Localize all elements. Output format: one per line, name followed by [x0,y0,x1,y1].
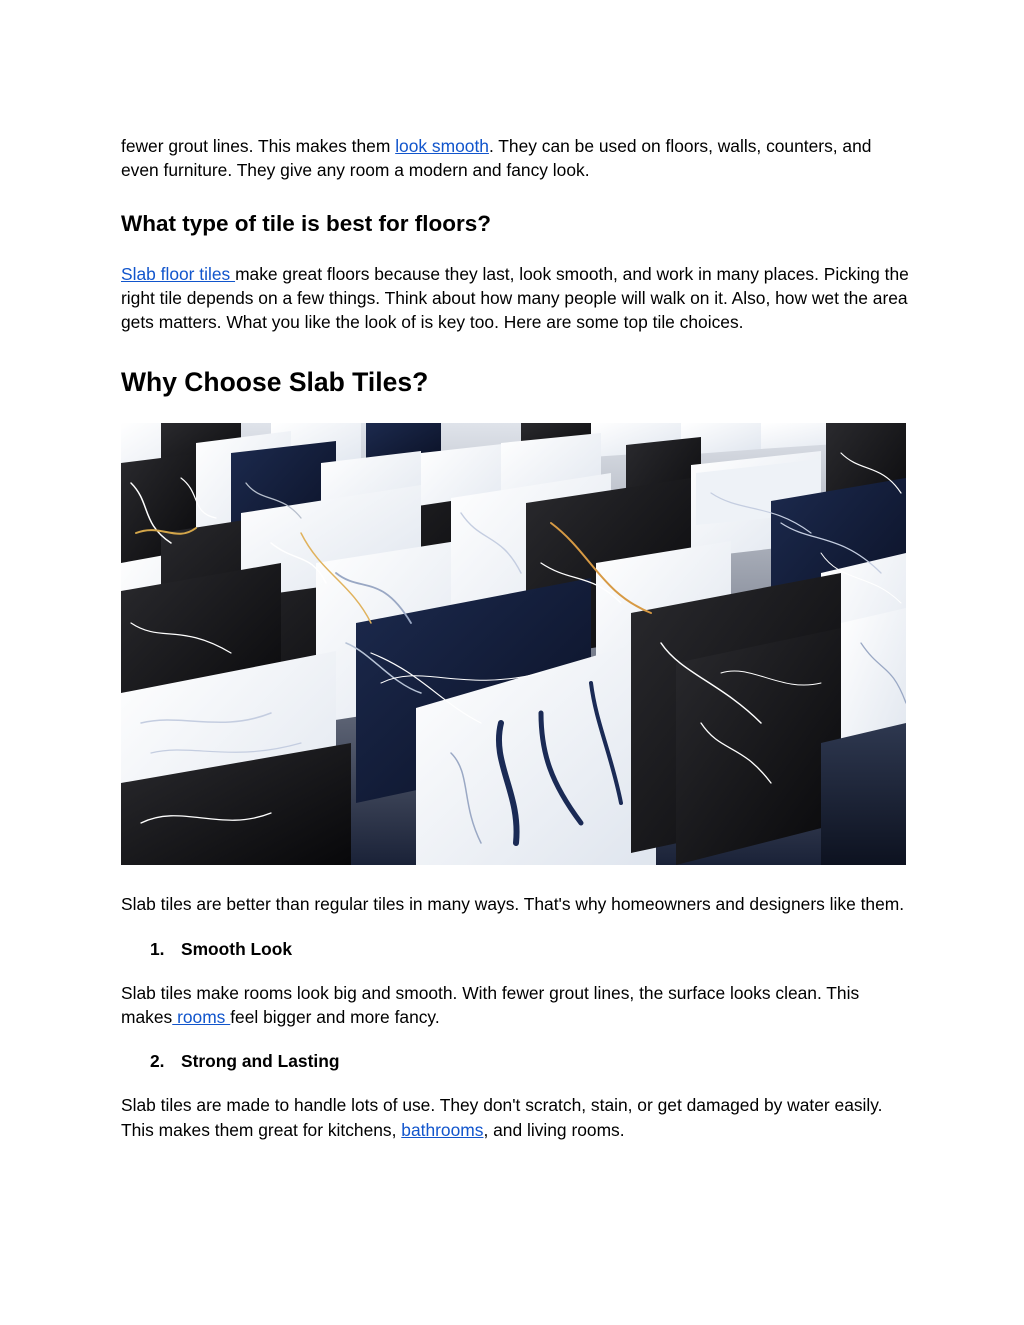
heading-why-choose-slab-tiles: Why Choose Slab Tiles? [121,367,429,398]
floor-tile-text: make great floors because they last, look smooth, and work in many places. Picking the right tile depends on a few things. Think about how many people will walk on it. Also, how wet the area gets matters. What you like the look of is key too. Here are some top tile choices. [121,263,909,333]
intro-text-end: . They can be used on floors, walls, counters, and even furniture. They give any room a modern and fancy look. [121,136,872,181]
floor-tile-paragraph [121,262,911,335]
list-item-smooth-look [121,937,911,961]
smooth-look-text-start: Slab tiles make rooms look big and smooth. With fewer grout lines, the surface looks clean. This makes [121,982,860,1028]
list-item-title: Smooth Look [181,938,293,959]
strong-lasting-text-end: , and living rooms. [483,1119,625,1140]
slab-tiles-photo [121,423,906,865]
slab-tiles-benefits-intro: Slab tiles are better than regular tiles in many ways. That's why homeowners and designers like them. [121,894,905,915]
look-smooth-link[interactable]: look smooth [395,136,489,156]
rooms-link[interactable]: rooms [172,1007,231,1028]
smooth-look-text-end: feel bigger and more fancy. [230,1007,440,1028]
list-number: 1. [150,938,165,959]
document-body [121,134,911,1142]
heading-best-floor-tile: What type of tile is best for floors? [121,210,492,236]
intro-text-start: fewer grout lines. This makes them [121,136,396,156]
bathrooms-link[interactable]: bathrooms [401,1119,484,1140]
strong-lasting-paragraph [121,1093,911,1142]
list-number: 2. [150,1051,165,1072]
list-item-strong-lasting [121,1049,911,1073]
slab-floor-tiles-link[interactable]: Slab floor tiles [121,263,236,284]
intro-paragraph [121,134,911,183]
smooth-look-paragraph [121,981,911,1030]
list-item-title: Strong and Lasting [181,1051,340,1072]
strong-lasting-text-start: Slab tiles are made to handle lots of use. They don't scratch, stain, or get damaged by water easily. This makes them great for kitchens, [121,1095,883,1140]
